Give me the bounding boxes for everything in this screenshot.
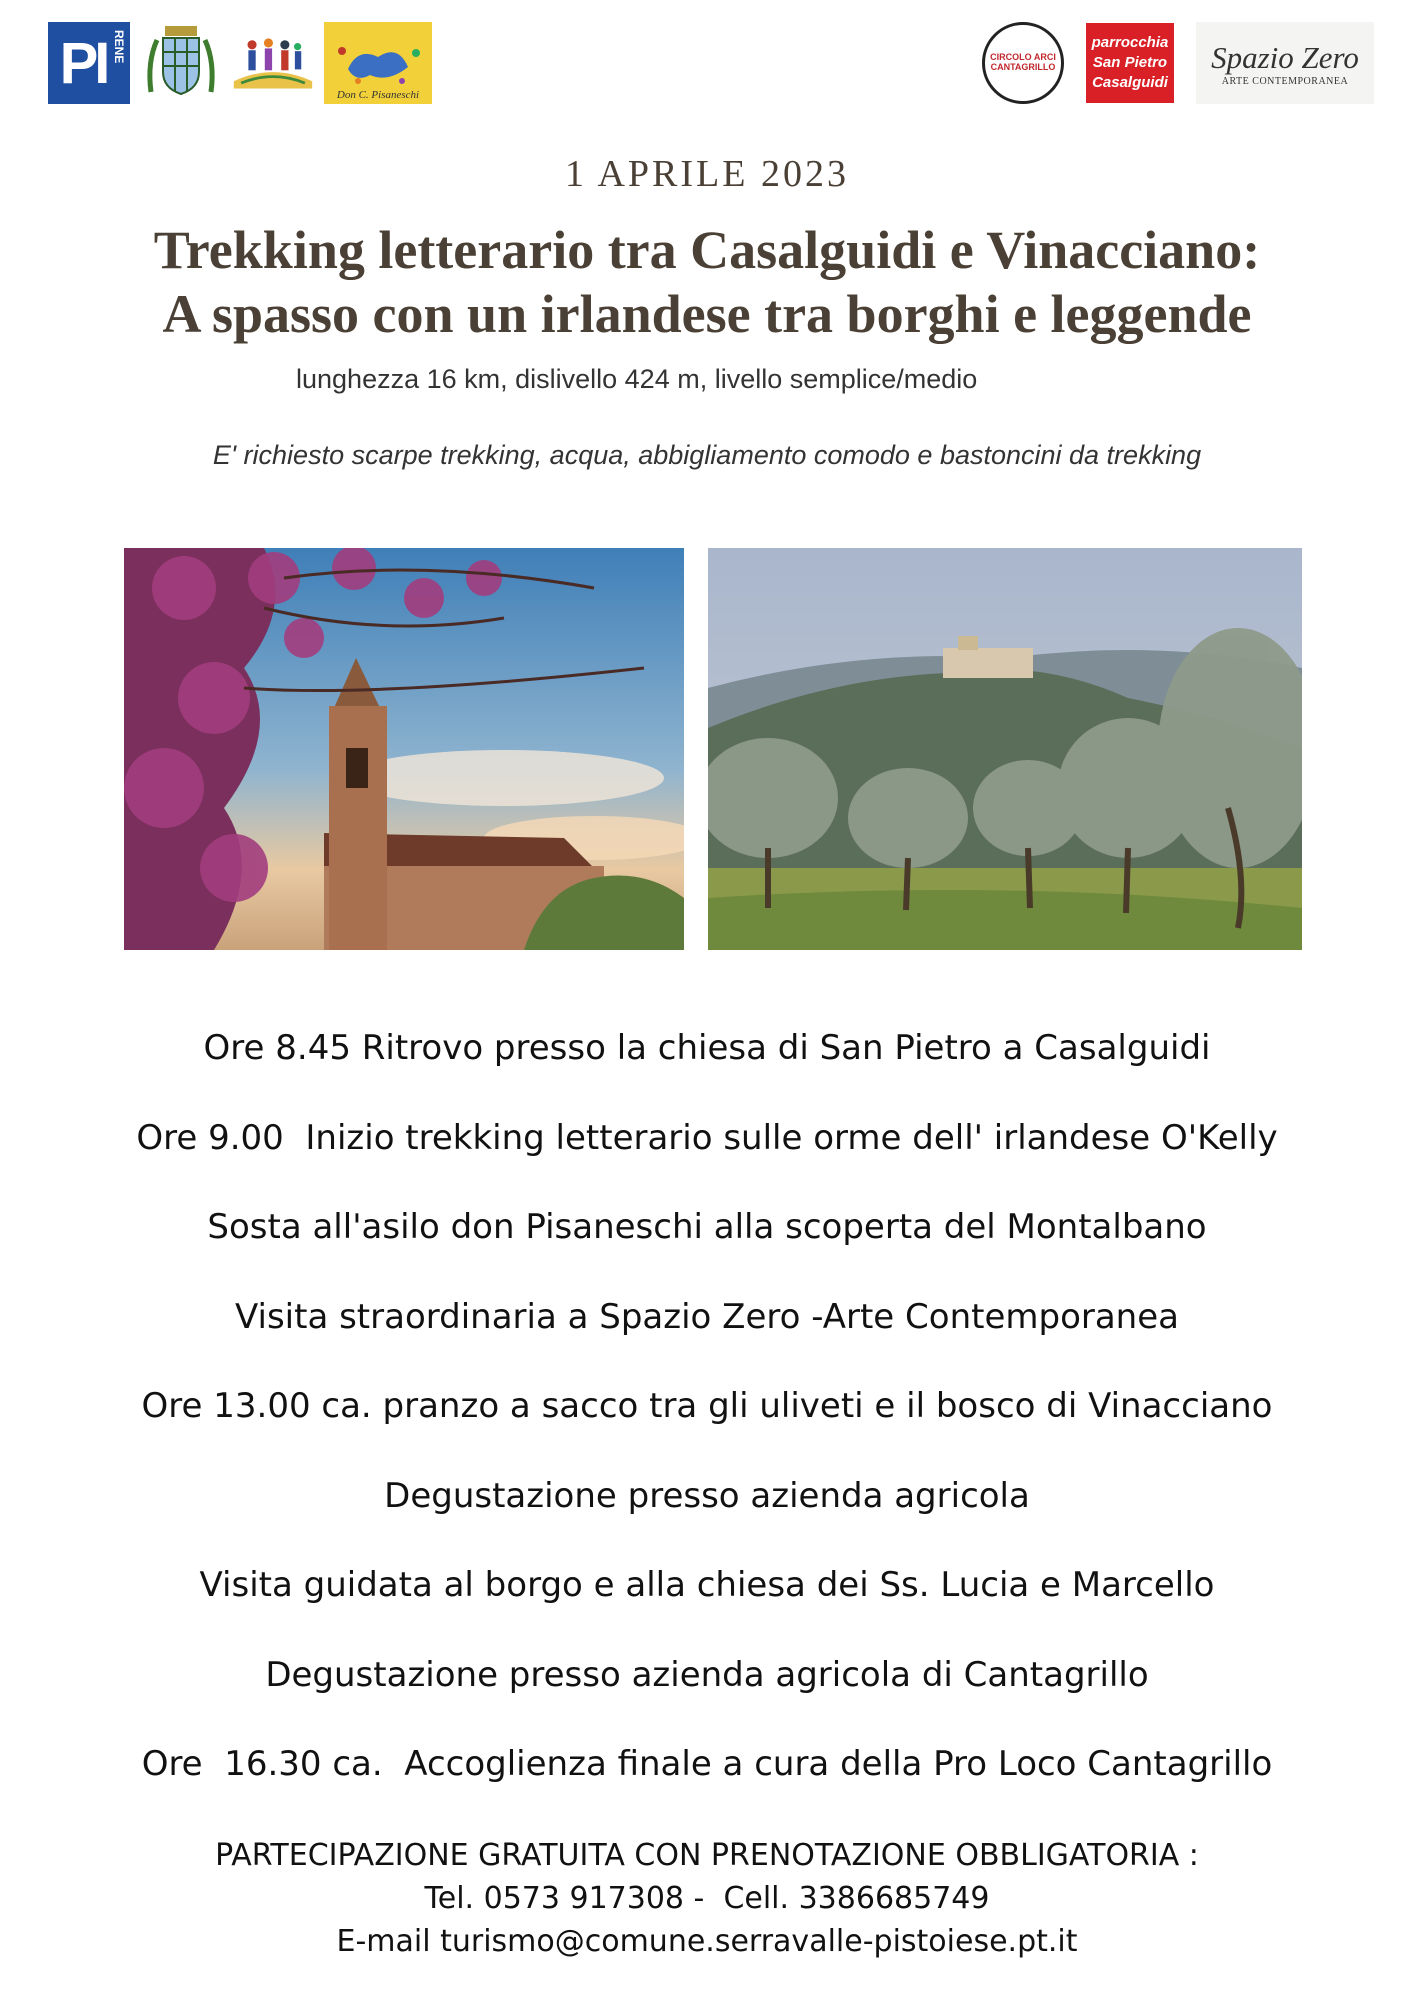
schedule-item: Visita guidata al borgo e alla chiesa dei Ss. Lucia e Marcello xyxy=(199,1565,1215,1605)
spazio-zero-name: Spazio Zero xyxy=(1211,39,1359,75)
event-title-line2: A spasso con un irlandese tra borghi e leggende xyxy=(162,284,1252,344)
sponsor-logos-left xyxy=(48,22,432,104)
contact-email: E-mail turismo@comune.serravalle-pistoiese.pt.it xyxy=(336,1924,1078,1959)
equipment-requirements: E' richiesto scarpe trekking, acqua, abbigliamento comodo e bastoncini da trekking xyxy=(212,440,1202,470)
asilo-logo-text: Don C. Pisaneschi xyxy=(336,89,420,101)
trek-details: lunghezza 16 km, dislivello 424 m, livello semplice/medio xyxy=(296,364,978,394)
schedule-item: Degustazione presso azienda agricola xyxy=(384,1475,1030,1516)
schedule-list xyxy=(0,1018,1414,1824)
circolo-arci-logo xyxy=(982,22,1064,104)
pi-logo xyxy=(48,22,130,104)
spazio-zero-subtitle: ARTE CONTEMPORANEA xyxy=(1221,75,1349,87)
sponsor-logos-right xyxy=(982,22,1374,104)
event-title xyxy=(0,218,1414,346)
schedule-item: Ore 8.45 Ritrovo presso la chiesa di San Pietro a Casalguidi xyxy=(203,1028,1211,1068)
church-tower-photo xyxy=(124,548,684,950)
schedule-item: Ore 13.00 ca. pranzo a sacco tra gli uliveti e il bosco di Vinacciano xyxy=(141,1386,1273,1426)
parrocchia-logo-line1: parrocchia xyxy=(1091,33,1169,51)
booking-notice: PARTECIPAZIONE GRATUITA CON PRENOTAZIONE OBBLIGATORIA : xyxy=(215,1838,1199,1873)
spazio-zero-logo xyxy=(1196,22,1374,104)
schedule-item: Sosta all'asilo don Pisaneschi alla scoperta del Montalbano xyxy=(207,1207,1207,1247)
circolo-logo-text: CIRCOLO ARCI CANTAGRILLO xyxy=(990,52,1056,72)
olive-grove-castle-photo xyxy=(708,548,1302,950)
pi-logo-small-text: RENE xyxy=(112,30,126,64)
pi-logo-text: PI xyxy=(59,30,107,96)
asilo-pisaneschi-logo xyxy=(324,22,432,104)
schedule-item: Ore 9.00 Inizio trekking letterario sulle orme dell' irlandese O'Kelly xyxy=(136,1117,1278,1158)
parrocchia-logo-line3: Casalguidi xyxy=(1092,74,1168,92)
parrocchia-logo xyxy=(1086,23,1174,103)
contact-phone: Tel. 0573 917308 - Cell. 3386685749 xyxy=(424,1881,990,1916)
walkers-logo xyxy=(232,22,314,104)
parrocchia-logo-line2: San Pietro xyxy=(1092,53,1168,71)
schedule-item: Ore 16.30 ca. Accoglienza finale a cura della Pro Loco Cantagrillo xyxy=(141,1744,1273,1784)
municipal-crest-logo xyxy=(140,22,222,104)
schedule-item: Visita straordinaria a Spazio Zero -Arte Contemporanea xyxy=(235,1296,1179,1337)
event-title-line1: Trekking letterario tra Casalguidi e Vinacciano: xyxy=(153,220,1261,280)
booking-info xyxy=(0,1834,1414,1963)
schedule-item: Degustazione presso azienda agricola di Cantagrillo xyxy=(265,1654,1149,1695)
event-date: 1 APRILE 2023 xyxy=(565,153,849,195)
